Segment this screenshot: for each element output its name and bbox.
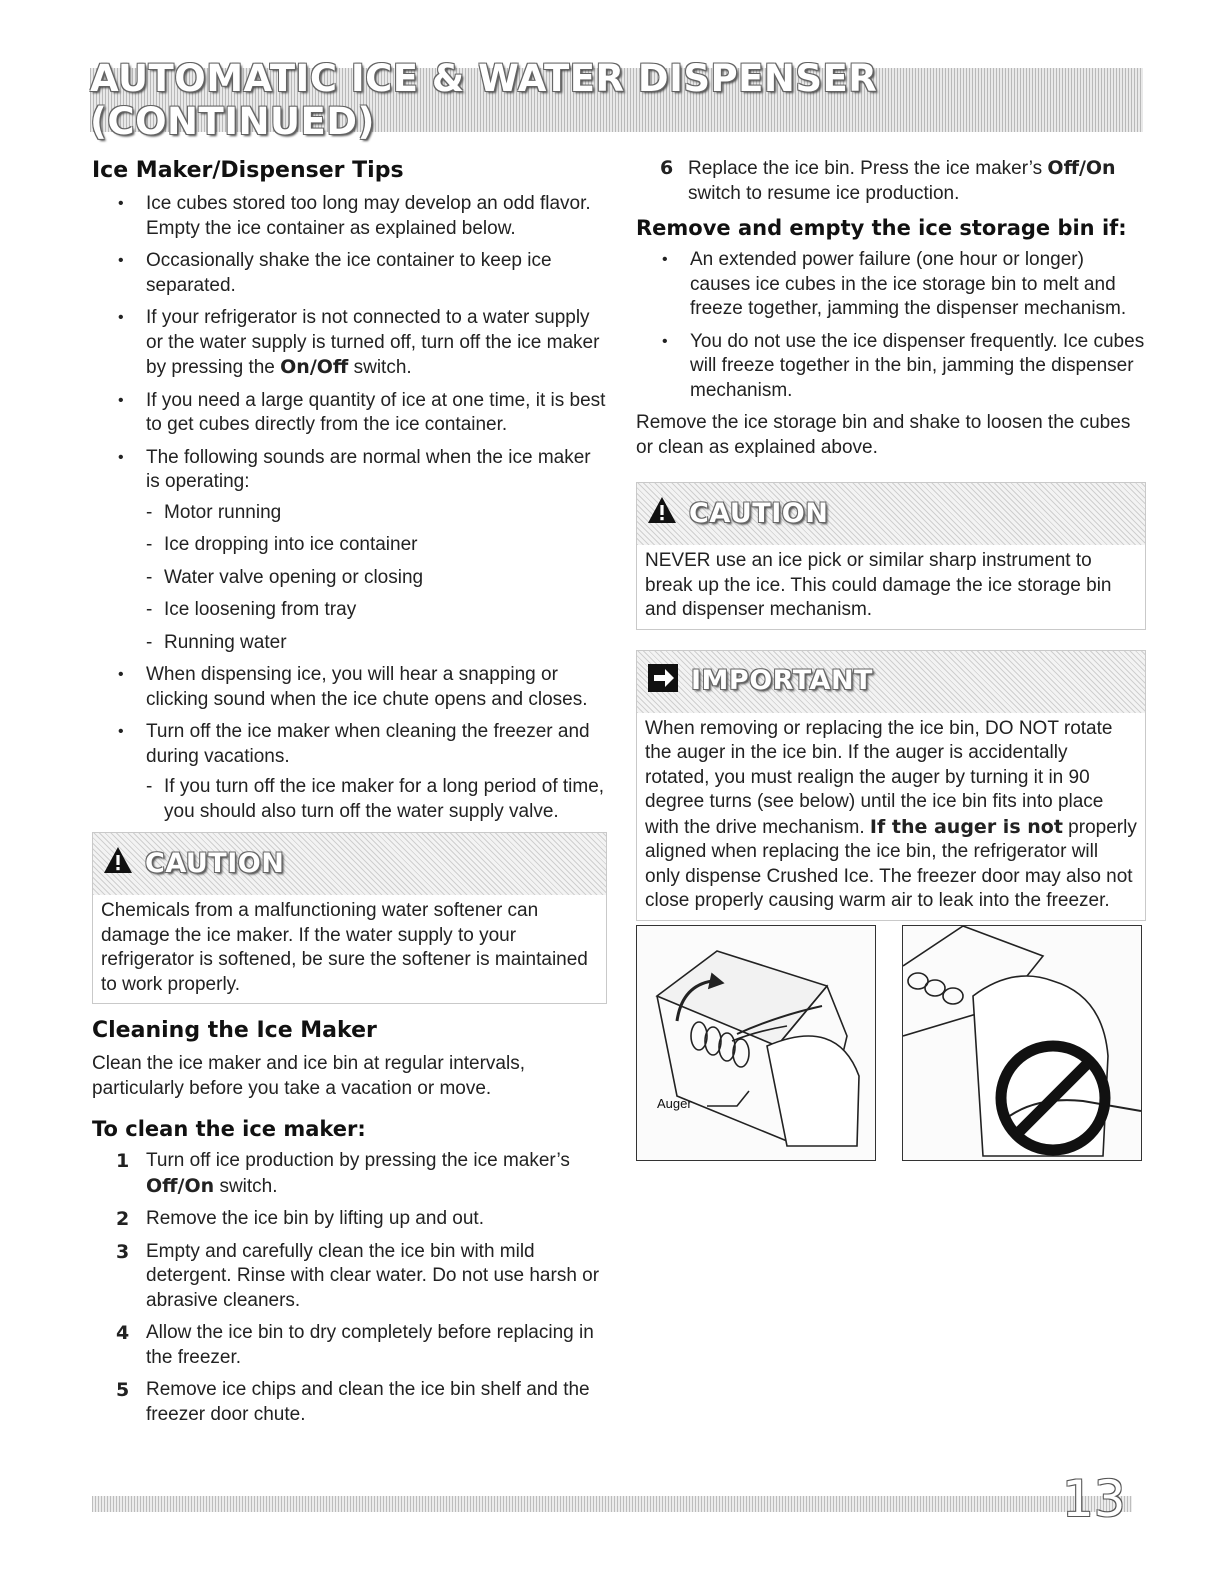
list-item: - Ice loosening from tray <box>146 598 607 623</box>
cleaning-heading: Cleaning the Ice Maker <box>92 1018 377 1043</box>
list-item: - Ice dropping into ice container <box>146 533 607 558</box>
storage-after: Remove the ice storage bin and shake to loosen the cubes or clean as explained above. <box>636 412 1131 458</box>
list-item: - Running water <box>146 631 607 656</box>
clean-steps-list-continued <box>636 156 1146 206</box>
list-item: • Ice cubes stored too long may develop an odd flavor. Empty the ice container as explained below. <box>92 192 607 241</box>
left-column <box>92 156 607 1435</box>
caution-box-ice-pick <box>636 482 1146 630</box>
auger-figures <box>636 925 1144 1161</box>
warning-triangle-icon <box>647 496 677 532</box>
step-item: 6 Replace the ice bin. Press the ice maker’s Off/On switch to resume ice production. <box>660 157 1116 204</box>
step-item: 2 Remove the ice bin by lifting up and out. <box>116 1208 484 1230</box>
list-item: - Water valve opening or closing <box>146 566 607 591</box>
sounds-list <box>146 501 607 656</box>
list-item: • Occasionally shake the ice container to keep ice separated. <box>92 249 607 298</box>
figure-rotate-auger <box>636 925 876 1161</box>
caution-label: CAUTION <box>689 497 829 529</box>
list-item: • An extended power failure (one hour or longer) causes ice cubes in the ice storage bin to melt and freeze together, jamming the dispenser mechanism. <box>636 248 1146 322</box>
auger-label: Auger <box>657 1096 692 1111</box>
warning-triangle-icon <box>103 846 133 882</box>
figure-do-not-rotate <box>902 925 1142 1161</box>
prohibited-auger-illustration <box>903 926 1141 1160</box>
important-label: IMPORTANT <box>691 665 873 697</box>
step-item: 1 Turn off ice production by pressing the ice maker’s Off/On switch. <box>116 1150 570 1197</box>
list-item: • The following sounds are normal when the ice maker is operating: - Motor running - Ice dropping into ice container - Water valve opening or closing - Ice loosening from tray - Running water <box>92 446 607 656</box>
page-number: 13 <box>1062 1470 1126 1528</box>
clean-steps-list <box>92 1149 607 1427</box>
caution-box-softener <box>92 832 607 1004</box>
list-item: • If you need a large quantity of ice at one time, it is best to get cubes directly from the ice container. <box>92 389 607 438</box>
page-header-banner <box>90 57 1143 143</box>
arrow-right-icon <box>647 663 679 701</box>
step-item: 3 Empty and carefully clean the ice bin with mild detergent. Rinse with clear water. Do not use harsh or abrasive cleaners. <box>116 1240 600 1311</box>
caution-text: Chemicals from a malfunctioning water softener can damage the ice maker. If the water supply to your refrigerator is softened, be sure the softener is maintained to work properly. <box>101 900 588 995</box>
tips-heading: Ice Maker/Dispenser Tips <box>92 158 404 183</box>
caution-header <box>93 833 606 895</box>
cleaning-intro: Clean the ice maker and ice bin at regular intervals, particularly before you take a vacation or move. <box>92 1053 526 1099</box>
right-column <box>636 156 1146 921</box>
step-item: 4 Allow the ice bin to dry completely before replacing in the freezer. <box>116 1322 594 1368</box>
important-header <box>637 651 1145 713</box>
clean-steps-heading: To clean the ice maker: <box>92 1117 366 1141</box>
list-item: • Turn off the ice maker when cleaning the freezer and during vacations. - If you turn off the ice maker for a long period of time, you should also turn off the water supply valve. <box>92 720 607 824</box>
important-box <box>636 650 1146 921</box>
step-item: 5 Remove ice chips and clean the ice bin shelf and the freezer door chute. <box>116 1379 590 1425</box>
caution-label: CAUTION <box>145 847 285 879</box>
list-item: • If your refrigerator is not connected to a water supply or the water supply is turned off, turn off the ice maker by pressing the On/Off switch. <box>92 306 607 381</box>
list-item: - If you turn off the ice maker for a long period of time, you should also turn off the water supply valve. <box>146 775 607 824</box>
footer-bar <box>92 1496 1132 1512</box>
storage-heading: Remove and empty the ice storage bin if: <box>636 216 1127 240</box>
storage-list <box>636 248 1146 403</box>
caution-header <box>637 483 1145 545</box>
important-text: When removing or replacing the ice bin, DO NOT rotate the auger in the ice bin. If the auger is accidentally rotated, you must realign the auger by turning it in 90 degree turns (see below) until the ice bin fits into place with the drive mechanism. If the auger is not properly aligned when replacing the ice bin, the refrigerator will only dispense Crushed Ice. The freezer door may also not close properly causing warm air to leak into the freezer. <box>645 717 1137 911</box>
caution-text: NEVER use an ice pick or similar sharp instrument to break up the ice. This could damage the ice storage bin and dispenser mechanism. <box>645 550 1112 620</box>
list-item: • You do not use the ice dispenser frequently. Ice cubes will freeze together in the bin, jamming the dispenser mechanism. <box>636 330 1146 404</box>
list-item: • When dispensing ice, you will hear a snapping or clicking sound when the ice chute opens and closes. <box>92 663 607 712</box>
ice-bin-auger-illustration <box>637 926 875 1160</box>
on-off-keyword: On/Off <box>280 356 349 378</box>
tips-list <box>92 192 607 824</box>
list-item: - Motor running <box>146 501 607 526</box>
page-title: AUTOMATIC ICE & WATER DISPENSER (CONTINUED) <box>90 57 878 143</box>
